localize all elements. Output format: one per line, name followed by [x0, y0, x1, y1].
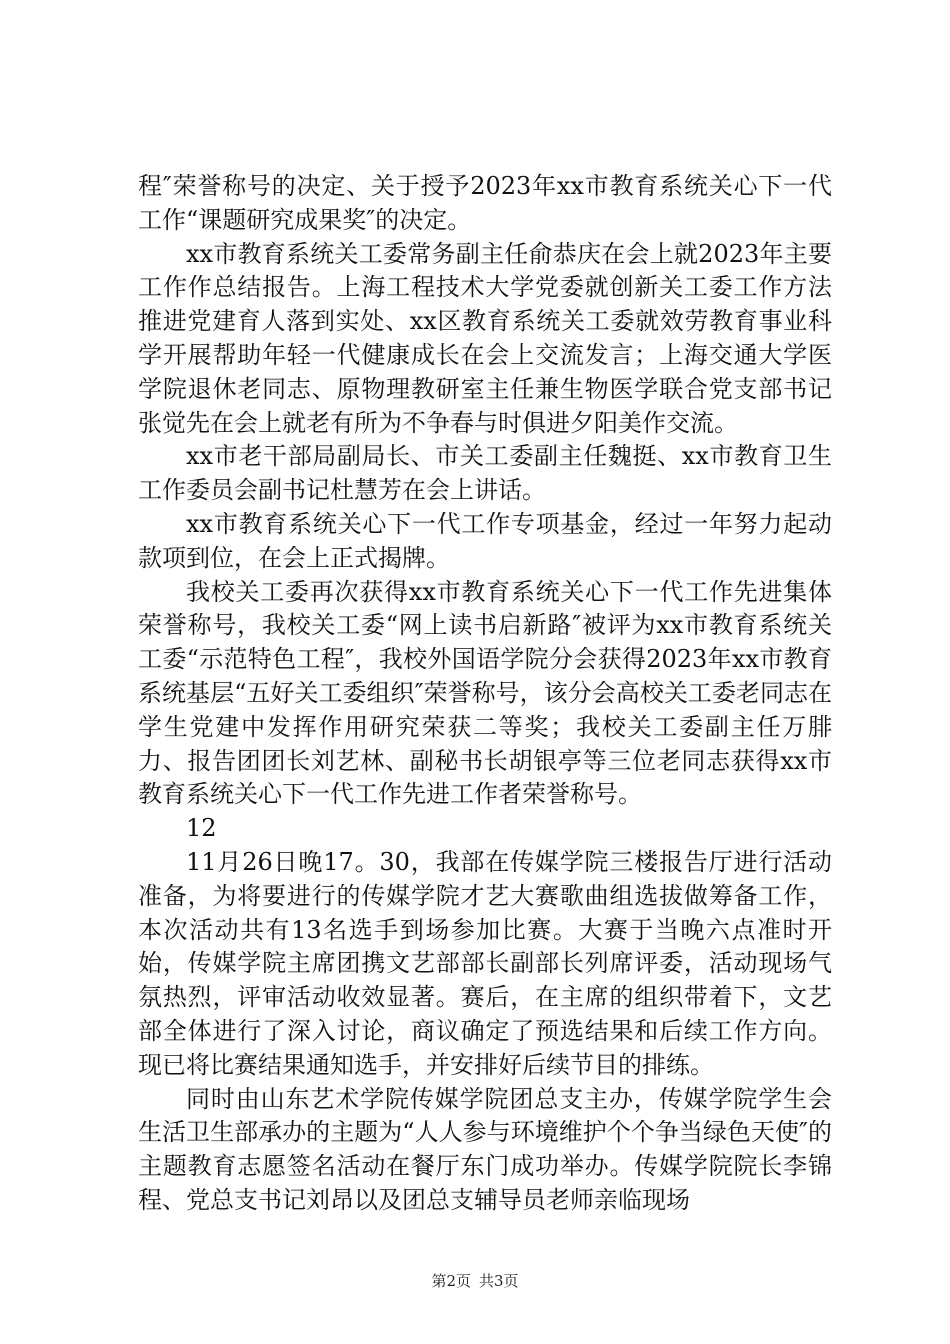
paragraph-4: xx市教育系统关心下一代工作专项基金，经过一年努力起动款项到位，在会上正式揭牌。	[138, 509, 832, 572]
paragraph-7: 11月26日晚17。30，我部在传媒学院三楼报告厅进行活动准备，为将要进行的传媒学院才艺大赛歌曲组选拔做筹备工作，本次活动共有13名选手到场参加比赛。大赛于当晚六点准时开始，传媒学院主席团携文艺部部长副部长列席评委，活动现场气氛热烈，评审活动收效显著。赛后，在主席的组织带着下，文艺部全体进行了深入讨论，商议确定了预选结果和后续工作方向。现已将比赛结果通知选手，并安排好后续节目的排练。	[138, 847, 832, 1079]
page-number: 第2页	[431, 1272, 471, 1290]
document-body	[138, 170, 832, 1218]
page-footer	[0, 1270, 950, 1291]
paragraph-2: xx市教育系统关工委常务副主任俞恭庆在会上就2023年主要工作作总结报告。上海工程技术大学党委就创新关工委工作方法推进党建育人落到实处、xx区教育系统关工委就效劳教育事业科学开展帮助年轻一代健康成长在会上交流发言；上海交通大学医学院退休老同志、原物理教研室主任兼生物医学联合党支部书记张觉先在会上就老有所为不争春与时俱进夕阳美作交流。	[138, 239, 832, 437]
page-total: 共3页	[479, 1272, 519, 1290]
paragraph-6: 12	[186, 814, 217, 843]
paragraph-8: 同时由山东艺术学院传媒学院团总支主办，传媒学院学生会生活卫生部承办的主题为“人人参与环境维护个个争当绿色天使″的主题教育志愿签名活动在餐厅东门成功举办。传媒学院院长李锦程、党总支书记刘昂以及团总支辅导员老师亲临现场	[138, 1084, 832, 1214]
paragraph-5: 我校关工委再次获得xx市教育系统关心下一代工作先进集体荣誉称号，我校关工委“网上读书启新路″被评为xx市教育系统关工委“示范特色工程″，我校外国语学院分会获得2023年xx市教育系统基层“五好关工委组织″荣誉称号，该分会高校关工委老同志在学生党建中发挥作用研究荣获二等奖；我校关工委副主任万腓力、报告团团长刘艺林、副秘书长胡银亭等三位老同志获得xx市教育系统关心下一代工作先进工作者荣誉称号。	[138, 577, 832, 809]
paragraph-3: xx市老干部局副局长、市关工委副主任魏挺、xx市教育卫生工作委员会副书记杜慧芳在会上讲话。	[138, 442, 832, 505]
paragraph-1: 程″荣誉称号的决定、关于授予2023年xx市教育系统关心下一代工作“课题研究成果奖″的决定。	[138, 172, 832, 234]
